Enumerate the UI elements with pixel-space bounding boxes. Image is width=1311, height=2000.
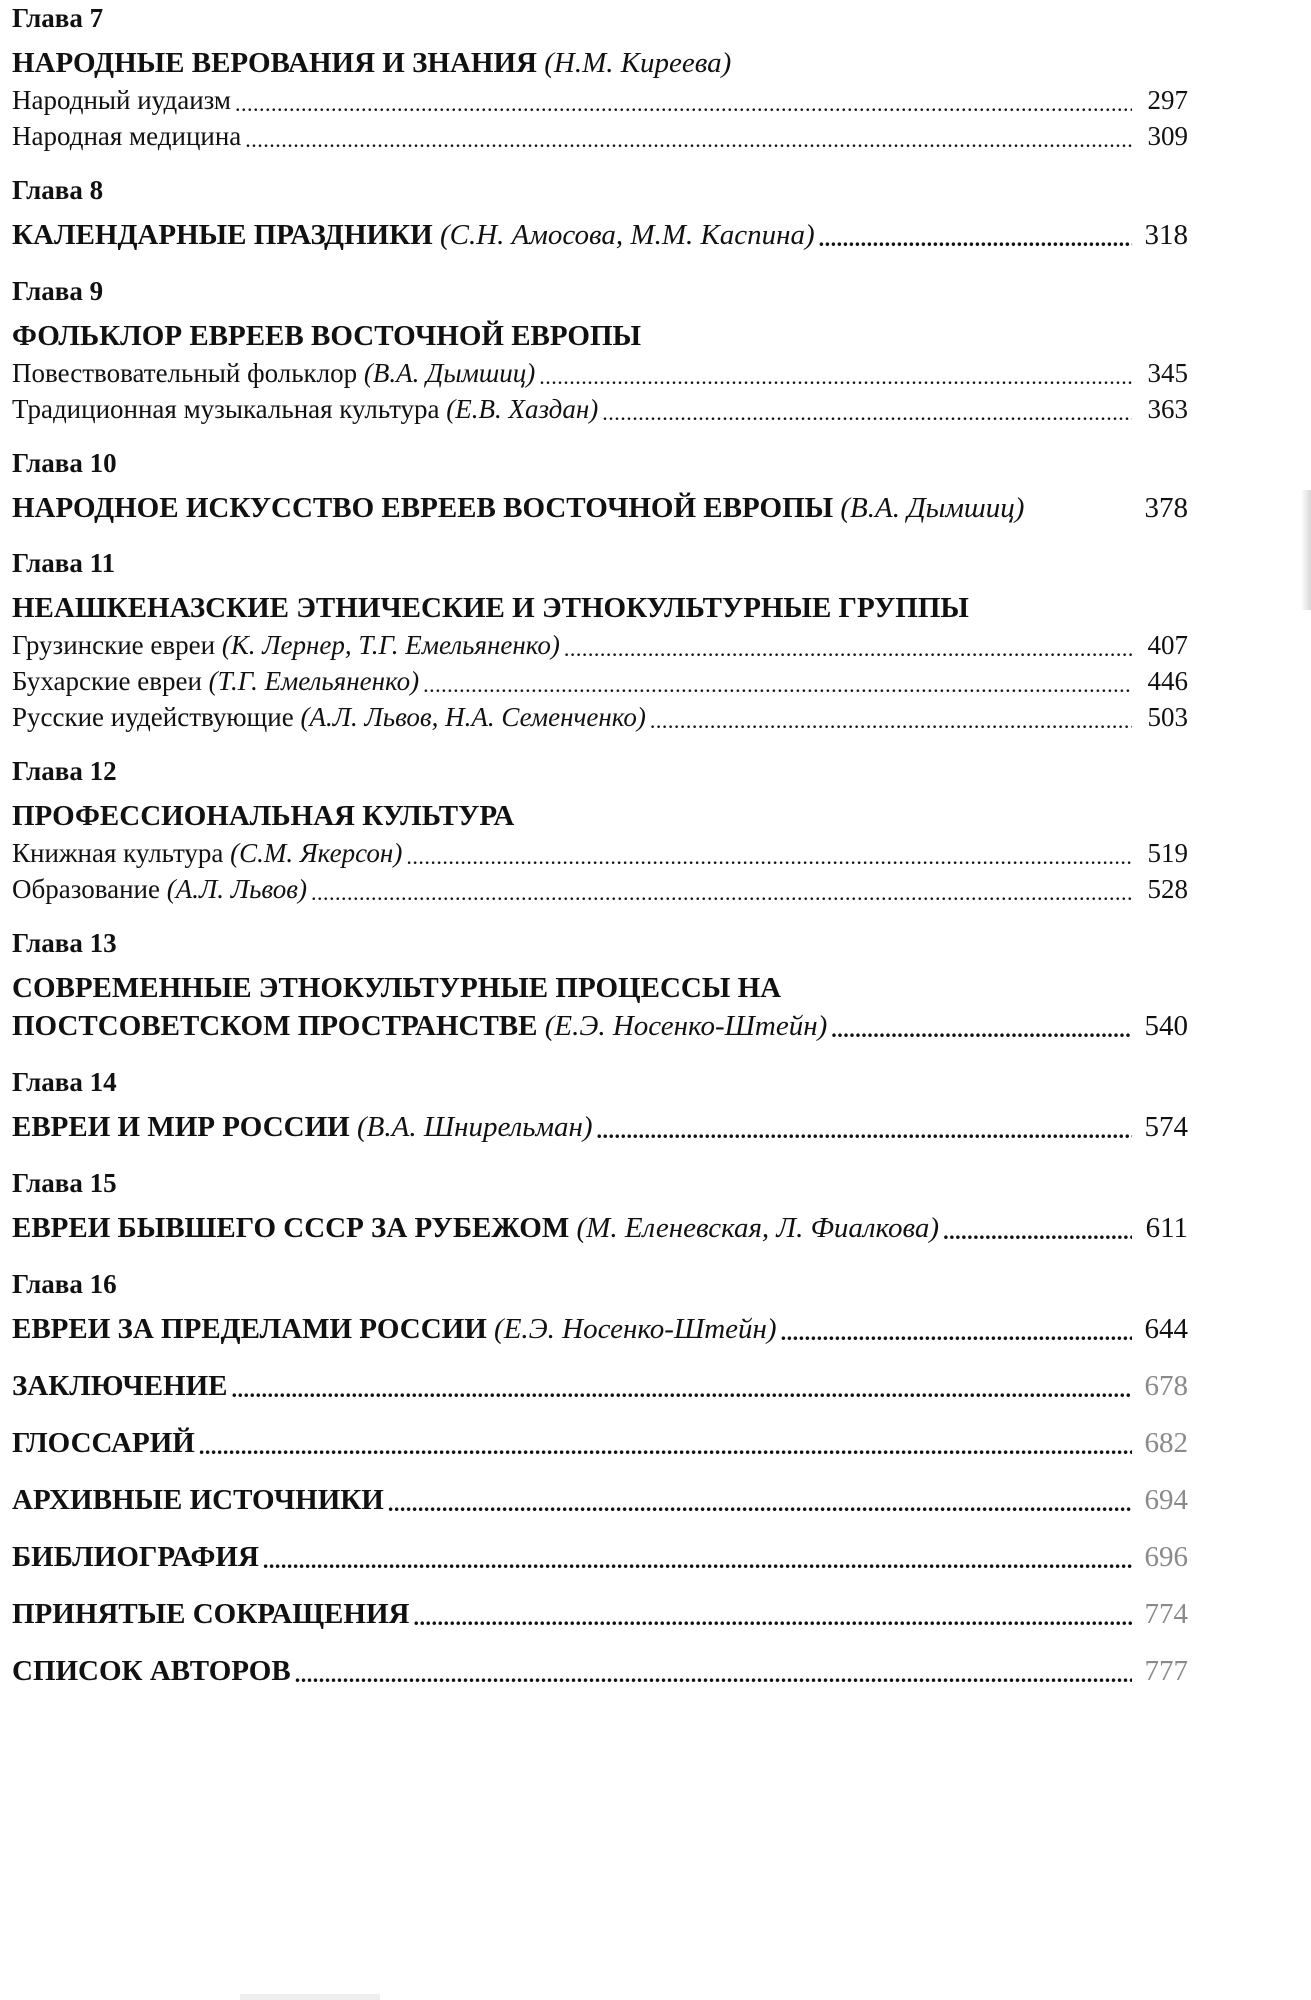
chapter-label: Глава 15	[12, 1168, 117, 1198]
chapter-block	[12, 1064, 1188, 1147]
toc-entry-glossary[interactable]	[12, 1424, 1188, 1463]
page-number: 528	[1147, 874, 1188, 904]
chapter-title: ФОЛЬКЛОР ЕВРЕЕВ ВОСТОЧНОЙ ЕВРОПЫ	[12, 320, 642, 352]
chapter-author: С.Н. Амосова, М.М. Каспина	[449, 219, 805, 251]
toc-entry[interactable]: ЕВРЕИ И МИР РОССИИ (В.А. Шнирельман) ..... 574	[12, 1108, 1188, 1147]
section-author: Т.Г. Емельяненко	[217, 666, 411, 696]
page-number: 644	[1144, 1313, 1188, 1345]
page-number: 345	[1147, 358, 1188, 388]
toc-entry[interactable]: Русские иудействующие (А.Л. Львов, Н.А. Семенченко) ..... 503	[12, 699, 1188, 735]
page-number: 519	[1147, 838, 1188, 868]
section-title: Повествовательный фольклор	[12, 358, 358, 388]
entry-title: ГЛОССАРИЙ	[12, 1427, 195, 1459]
toc-entry-conclusion[interactable]	[12, 1367, 1188, 1406]
section-author: В.А. Дымшиц	[372, 358, 527, 388]
chapter-label: Глава 16	[12, 1269, 117, 1299]
section-title: Книжная культура	[12, 838, 224, 868]
chapter-label: Глава 10	[12, 448, 117, 478]
section-author: С.М. Якерсон	[239, 838, 394, 868]
toc-entry-bibliography[interactable]	[12, 1538, 1188, 1577]
chapter-label: Глава 7	[12, 3, 104, 33]
section-title: Традиционная музыкальная культура	[12, 394, 440, 424]
toc-entry[interactable]: Повествовательный фольклор (В.А. Дымшиц) ..... 345	[12, 355, 1188, 391]
chapter-title: НАРОДНОЕ ИСКУССТВО ЕВРЕЕВ ВОСТОЧНОЙ ЕВРОПЫ	[12, 492, 834, 524]
chapter-block	[12, 925, 1188, 1046]
chapter-author: Н.М. Киреева	[553, 47, 722, 79]
chapter-title: ЕВРЕИ БЫВШЕГО СССР ЗА РУБЕЖОМ	[12, 1212, 570, 1244]
page-number: 540	[1144, 1010, 1188, 1042]
section-title: Народный иудаизм	[12, 85, 232, 115]
toc-entry[interactable]: ЕВРЕИ БЫВШЕГО СССР ЗА РУБЕЖОМ (М. Еленевская, Л. Фиалкова) ..... 611	[12, 1209, 1188, 1248]
toc-entry[interactable]: ПОСТСОВЕТСКОМ ПРОСТРАНСТВЕ (Е.Э. Носенко-Штейн) ..... 540	[12, 1007, 1188, 1046]
page-number: 574	[1144, 1111, 1188, 1143]
page-number: 309	[1147, 121, 1188, 151]
chapter-block	[12, 445, 1188, 527]
chapter-title: ПРОФЕССИОНАЛЬНАЯ КУЛЬТУРА	[12, 800, 515, 832]
page-number: 696	[1144, 1541, 1188, 1573]
page-number: 378	[1144, 492, 1188, 524]
chapter-author: В.А. Шнирельман	[366, 1111, 583, 1143]
page-number: 611	[1145, 1212, 1188, 1244]
page-number: 678	[1144, 1370, 1188, 1402]
page-number: 682	[1144, 1427, 1188, 1459]
chapter-title: КАЛЕНДАРНЫЕ ПРАЗДНИКИ	[12, 219, 433, 251]
chapter-label: Глава 12	[12, 756, 117, 786]
toc-entry[interactable]: Книжная культура (С.М. Якерсон) ..... 519	[12, 835, 1188, 871]
page-number: 774	[1144, 1598, 1188, 1630]
page-number: 363	[1147, 394, 1188, 424]
toc-entry[interactable]	[12, 82, 1188, 118]
chapter-block	[12, 0, 1188, 154]
entry-title: СПИСОК АВТОРОВ	[12, 1655, 291, 1687]
chapter-label: Глава 14	[12, 1067, 117, 1097]
chapter-block	[12, 1165, 1188, 1248]
toc-entry[interactable]: КАЛЕНДАРНЫЕ ПРАЗДНИКИ (С.Н. Амосова, М.М. Каспина) ..... 318	[12, 216, 1188, 255]
chapter-author: Е.Э. Носенко-Штейн	[554, 1010, 818, 1042]
chapter-block	[12, 273, 1188, 427]
page-number: 777	[1144, 1655, 1188, 1687]
table-of-contents	[12, 0, 1188, 1691]
toc-entry[interactable]: ЕВРЕИ ЗА ПРЕДЕЛАМИ РОССИИ (Е.Э. Носенко-Штейн) ..... 644	[12, 1310, 1188, 1349]
chapter-label: Глава 13	[12, 928, 117, 958]
chapter-author: М. Еленевская, Л. Фиалкова	[586, 1212, 930, 1244]
toc-entry[interactable]: Традиционная музыкальная культура (Е.В. Хаздан) ..... 363	[12, 391, 1188, 427]
toc-entry[interactable]: НАРОДНОЕ ИСКУССТВО ЕВРЕЕВ ВОСТОЧНОЙ ЕВРОПЫ (В.А. Дымшиц) 378	[12, 489, 1188, 527]
entry-title: ПРИНЯТЫЕ СОКРАЩЕНИЯ	[12, 1598, 410, 1630]
chapter-author: Е.Э. Носенко-Штейн	[503, 1313, 767, 1345]
page-number: 407	[1147, 630, 1188, 660]
page-number: 503	[1147, 702, 1188, 732]
chapter-title-line: СОВРЕМЕННЫЕ ЭТНОКУЛЬТУРНЫЕ ПРОЦЕССЫ НА	[12, 972, 782, 1004]
section-author: Е.В. Хаздан	[455, 394, 590, 424]
toc-entry[interactable]: Образование (А.Л. Львов) ..... 528	[12, 871, 1188, 907]
toc-entry[interactable]: Бухарские евреи (Т.Г. Емельяненко) ..... 446	[12, 663, 1188, 699]
section-title: Народная медицина	[12, 121, 242, 151]
section-title: Грузинские евреи	[12, 630, 216, 660]
chapter-title: НЕАШКЕНАЗСКИЕ ЭТНИЧЕСКИЕ И ЭТНОКУЛЬТУРНЫЕ ГРУППЫ	[12, 592, 969, 624]
toc-entry-authors[interactable]	[12, 1652, 1188, 1691]
toc-entry-abbreviations[interactable]	[12, 1595, 1188, 1634]
toc-entry[interactable]: Грузинские евреи (К. Лернер, Т.Г. Емельяненко) ..... 407	[12, 627, 1188, 663]
page-number: 297	[1147, 85, 1188, 115]
chapter-block	[12, 753, 1188, 907]
back-matter	[12, 1367, 1188, 1691]
chapter-title: НАРОДНЫЕ ВЕРОВАНИЯ И ЗНАНИЯ (Н.М. Киреева)	[12, 47, 732, 79]
chapter-label: Глава 11	[12, 548, 116, 578]
toc-entry[interactable]	[12, 118, 1188, 154]
section-author: А.Л. Львов, Н.А. Семенченко	[309, 702, 637, 732]
chapter-title: ЕВРЕИ И МИР РОССИИ	[12, 1111, 350, 1143]
section-title: Бухарские евреи	[12, 666, 202, 696]
section-author: К. Лернер, Т.Г. Емельяненко	[230, 630, 551, 660]
section-title: Образование	[12, 874, 160, 904]
toc-entry-archives[interactable]	[12, 1481, 1188, 1520]
scan-artifact	[240, 1994, 380, 2000]
chapter-block	[12, 545, 1188, 735]
chapter-block	[12, 1266, 1188, 1349]
chapter-label: Глава 8	[12, 175, 104, 205]
chapter-label: Глава 9	[12, 276, 104, 306]
entry-title: БИБЛИОГРАФИЯ	[12, 1541, 259, 1573]
section-author: А.Л. Львов	[175, 874, 298, 904]
chapter-author: В.А. Дымшиц	[850, 492, 1015, 524]
chapter-title: ЕВРЕИ ЗА ПРЕДЕЛАМИ РОССИИ	[12, 1313, 487, 1345]
entry-title: ЗАКЛЮЧЕНИЕ	[12, 1370, 228, 1402]
scan-shadow	[1301, 490, 1311, 610]
entry-title: АРХИВНЫЕ ИСТОЧНИКИ	[12, 1484, 384, 1516]
page-number: 446	[1147, 666, 1188, 696]
page-number: 318	[1144, 219, 1188, 251]
chapter-title: ПОСТСОВЕТСКОМ ПРОСТРАНСТВЕ	[12, 1010, 538, 1042]
page-number: 694	[1144, 1484, 1188, 1516]
chapter-block	[12, 172, 1188, 255]
section-title: Русские иудействующие	[12, 702, 294, 732]
